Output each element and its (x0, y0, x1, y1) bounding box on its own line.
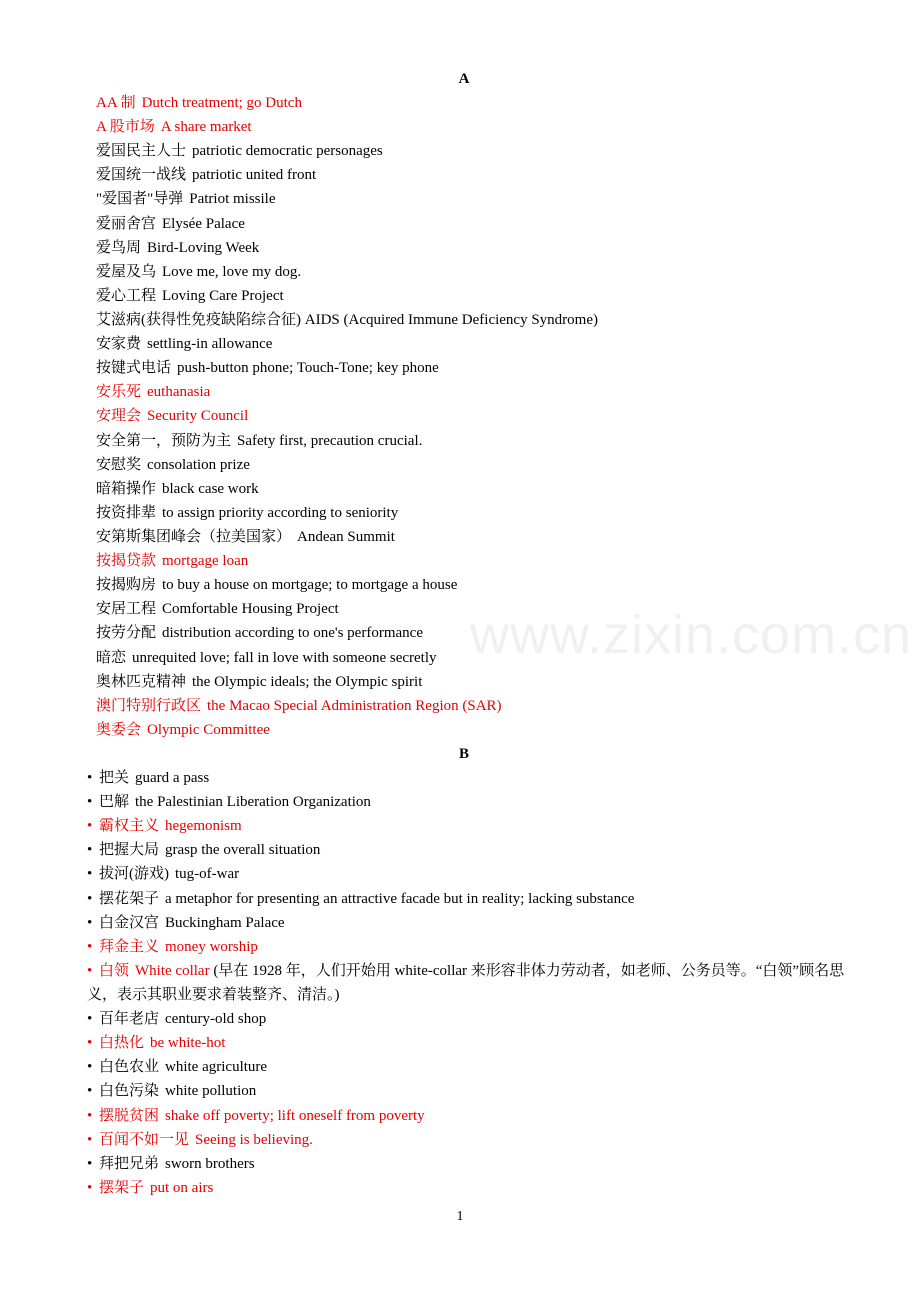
entry-term-chinese: 拜把兄弟 (99, 1155, 160, 1172)
glossary-entry (96, 525, 856, 549)
glossary-entry (96, 115, 856, 139)
entry-translation-english: AIDS (Acquired Immune Deficiency Syndrome) (304, 311, 598, 328)
glossary-entry (96, 453, 856, 477)
bullet-marker: • (87, 1059, 93, 1076)
entry-translation-english: Buckingham Palace (165, 914, 285, 931)
entry-term-chinese: 安第斯集团峰会（拉美国家） (96, 528, 292, 545)
entry-term-chinese: AA 制 (96, 95, 136, 111)
entry-term-chinese: 爱国民主人士 (96, 143, 187, 160)
entry-term-chinese: 拔河(游戏) (99, 866, 169, 883)
entry-translation-english: Elysée Palace (162, 215, 245, 232)
entry-translation-english: be white-hot (150, 1035, 226, 1052)
entry-term-chinese: 按揭贷款 (96, 553, 157, 570)
bullet-marker: • (87, 890, 93, 907)
glossary-entry (96, 573, 856, 597)
glossary-entry (87, 1031, 847, 1055)
glossary-entry (96, 91, 856, 115)
glossary-entry (96, 549, 856, 573)
entry-term-chinese: 爱鸟周 (96, 239, 142, 256)
entry-translation-english: grasp the overall situation (165, 842, 321, 859)
entry-translation-english: hegemonism (165, 818, 242, 835)
bullet-marker: • (87, 818, 93, 835)
entry-translation-english: money worship (165, 938, 258, 955)
entry-term-chinese: 安家费 (96, 336, 142, 353)
glossary-entry (96, 212, 856, 236)
bullet-marker: • (87, 1083, 93, 1100)
entry-term-chinese: 暗箱操作 (96, 480, 157, 497)
entry-term-chinese: 白领 (99, 962, 130, 979)
entry-term-chinese: 拜金主义 (99, 938, 160, 955)
entry-term-chinese: 白色农业 (99, 1059, 160, 1076)
entry-translation-english: the Olympic ideals; the Olympic spirit (192, 673, 423, 690)
watermark: www.zixin.com.cn (470, 605, 913, 665)
entry-term-chinese: 安全第一，预防为主 (96, 432, 232, 449)
entry-term-chinese: 安慰奖 (96, 456, 142, 473)
entry-term-chinese: 摆架子 (99, 1179, 145, 1196)
glossary-entry (96, 646, 856, 670)
entry-translation-english: Love me, love my dog. (162, 263, 302, 280)
glossary-entry (96, 356, 856, 380)
entry-term-chinese: 艾滋病(获得性免疫缺陷综合征) (96, 311, 301, 328)
bullet-marker: • (87, 962, 93, 979)
entry-term-chinese: A 股市场 (96, 119, 155, 136)
entry-term-chinese: 霸权主义 (99, 818, 160, 835)
glossary-entry (96, 597, 856, 621)
glossary-entry (96, 501, 856, 525)
entry-term-chinese: "爱国者"导弹 (96, 191, 184, 208)
entry-translation-english: the Palestinian Liberation Organization (135, 794, 371, 811)
entry-term-chinese: 奥林匹克精神 (96, 673, 187, 690)
glossary-entry (87, 814, 847, 838)
bullet-marker: • (87, 1035, 93, 1052)
section-a-list (96, 91, 856, 742)
entry-translation-english: Security Council (147, 408, 249, 425)
entry-translation-english: push-button phone; Touch-Tone; key phone (177, 360, 439, 377)
entry-translation-english: Loving Care Project (162, 287, 284, 304)
glossary-entry (96, 670, 856, 694)
glossary-entry (87, 1152, 847, 1176)
entry-translation-english: Comfortable Housing Project (162, 601, 339, 618)
glossary-entry (96, 404, 856, 428)
glossary-entry (87, 1176, 847, 1200)
glossary-entry (87, 1104, 847, 1128)
entry-term-chinese: 爱屋及乌 (96, 263, 157, 280)
entry-translation-english: century-old shop (165, 1011, 267, 1028)
glossary-entry (87, 790, 847, 814)
section-heading-b: B (458, 746, 469, 762)
entry-term-chinese: 按揭购房 (96, 577, 157, 594)
entry-translation-english: a metaphor for presenting an attractive facade but in reality; lacking substance (165, 890, 635, 907)
glossary-entry (96, 694, 856, 718)
entry-term-chinese: 把握大局 (99, 842, 160, 859)
entry-translation-english: distribution according to one's performance (162, 625, 423, 642)
bullet-marker: • (87, 866, 93, 883)
entry-translation-english: mortgage loan (162, 553, 249, 570)
entry-translation-english: Safety first, precaution crucial. (237, 432, 423, 449)
entry-term-chinese: 摆脱贫困 (99, 1107, 160, 1124)
glossary-entry (87, 1128, 847, 1152)
bullet-marker: • (87, 938, 93, 955)
glossary-entry (87, 935, 847, 959)
page-number: 1 (456, 1209, 464, 1224)
entry-translation-english: unrequited love; fall in love with someone secretly (132, 649, 437, 666)
entry-translation-english: shake off poverty; lift oneself from poverty (165, 1107, 425, 1124)
entry-translation-english: guard a pass (135, 770, 210, 786)
entry-term-chinese: 奥委会 (96, 721, 142, 738)
entry-term-chinese: 白色污染 (99, 1083, 160, 1100)
entry-translation-english: Bird-Loving Week (147, 239, 260, 256)
entry-translation-english: euthanasia (147, 384, 211, 401)
entry-term-chinese: 百闻不如一见 (99, 1131, 190, 1148)
section-heading-a: A (458, 71, 470, 87)
bullet-marker: • (87, 770, 93, 786)
entry-translation-english: patriotic united front (192, 167, 317, 184)
glossary-entry (96, 236, 856, 260)
entry-term-chinese: 安居工程 (96, 601, 157, 618)
glossary-entry (87, 766, 847, 790)
entry-term-chinese: 安理会 (96, 408, 142, 425)
entry-translation-english: the Macao Special Administration Region (SAR) (207, 697, 502, 714)
glossary-entry (96, 429, 856, 453)
glossary-entry (96, 139, 856, 163)
glossary-entry (96, 260, 856, 284)
entry-term-chinese: 巴解 (99, 794, 130, 811)
entry-term-chinese: 摆花架子 (99, 890, 160, 907)
entry-translation-english: Dutch treatment; go Dutch (141, 95, 302, 111)
entry-translation-english: to buy a house on mortgage; to mortgage a house (162, 577, 458, 594)
glossary-entry (87, 1079, 847, 1103)
bullet-marker: • (87, 914, 93, 931)
bullet-marker: • (87, 794, 93, 811)
glossary-entry (96, 332, 856, 356)
glossary-entry (96, 621, 856, 645)
bullet-marker: • (87, 1155, 93, 1172)
entry-translation-english: Patriot missile (189, 191, 276, 208)
entry-translation-english: Andean Summit (297, 528, 395, 545)
entry-translation-english: put on airs (150, 1179, 214, 1196)
entry-translation-english: patriotic democratic personages (192, 143, 383, 160)
entry-term-chinese: 按资排辈 (96, 504, 157, 521)
entry-translation-english: Seeing is believing. (195, 1131, 313, 1148)
glossary-entry (96, 187, 856, 211)
glossary-entry (87, 959, 847, 1007)
glossary-entry (87, 1007, 847, 1031)
entry-translation-english: A share market (160, 119, 252, 136)
entry-term-chinese: 按劳分配 (96, 625, 157, 642)
bullet-marker: • (87, 842, 93, 859)
entry-term-chinese: 白金汉宫 (99, 914, 160, 931)
entry-translation-english: black case work (162, 480, 259, 497)
bullet-marker: • (87, 1179, 93, 1196)
bullet-marker: • (87, 1131, 93, 1148)
glossary-entry (87, 862, 847, 886)
glossary-entry (87, 887, 847, 911)
glossary-entry (96, 284, 856, 308)
entry-term-chinese: 白热化 (99, 1035, 145, 1052)
entry-translation-english: white agriculture (165, 1059, 268, 1076)
glossary-entry (96, 718, 856, 742)
entry-term-chinese: 百年老店 (99, 1011, 160, 1028)
glossary-entry (96, 308, 856, 332)
glossary-entry (87, 1055, 847, 1079)
glossary-entry (96, 163, 856, 187)
entry-term-chinese: 爱国统一战线 (96, 167, 187, 184)
entry-translation-english: to assign priority according to seniority (162, 504, 399, 521)
glossary-entry (87, 911, 847, 935)
entry-term-chinese: 爱心工程 (96, 287, 157, 304)
glossary-entry (96, 380, 856, 404)
entry-term-chinese: 安乐死 (96, 384, 142, 401)
entry-term-chinese: 澳门特别行政区 (96, 697, 202, 714)
entry-term-chinese: 把关 (99, 770, 130, 786)
entry-translation-english: Olympic Committee (147, 721, 270, 738)
entry-term-chinese: 暗恋 (96, 649, 127, 666)
entry-translation-english: sworn brothers (165, 1155, 255, 1172)
bullet-marker: • (87, 1011, 93, 1028)
entry-translation-english: tug-of-war (175, 866, 240, 883)
entry-translation-english: White collar (135, 962, 210, 979)
entry-term-chinese: 爱丽舍宫 (96, 215, 157, 232)
entry-note: (早在 1928 年，人们开始用 white-collar 来形容非体力劳动者，如老师、公务员等。“白领”顾名思义，表示其职业要求着装整齐、清洁。) (87, 962, 845, 1003)
entry-translation-english: white pollution (165, 1083, 257, 1100)
entry-translation-english: consolation prize (147, 456, 250, 473)
entry-translation-english: settling-in allowance (147, 336, 273, 353)
bullet-marker: • (87, 1107, 93, 1124)
glossary-entry (96, 477, 856, 501)
entry-term-chinese: 按键式电话 (96, 360, 172, 377)
section-b-list (87, 766, 847, 1200)
glossary-entry (87, 838, 847, 862)
